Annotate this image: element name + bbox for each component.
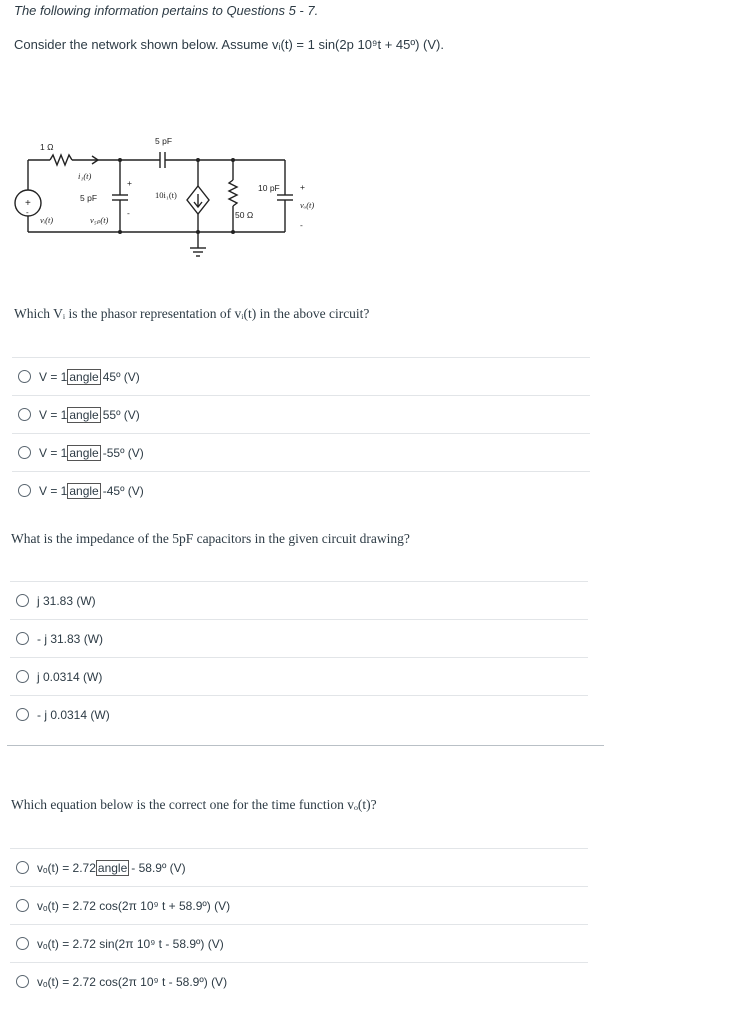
label-c-out: 10 pF <box>258 183 280 193</box>
label-plus-2: + <box>300 182 305 192</box>
q7-options <box>10 848 588 1000</box>
svg-text:+: + <box>25 198 31 209</box>
radio-button[interactable] <box>16 670 29 683</box>
resistor-50ohm <box>229 180 237 206</box>
label-vin: vᵢ(t) <box>40 215 54 225</box>
label-c-shunt: 5 pF <box>80 193 98 203</box>
radio-button[interactable] <box>16 937 29 950</box>
label-r1: 1 Ω <box>40 142 54 152</box>
label-v5p: v₅ₚ(t) <box>90 215 109 225</box>
label-dep-source: 10i₁(t) <box>155 190 177 200</box>
section-divider <box>7 745 604 746</box>
radio-button[interactable] <box>18 484 31 497</box>
q6-options <box>10 581 588 733</box>
resistor-1ohm <box>50 155 72 165</box>
q6-option-1[interactable]: j 31.83 (W) <box>10 581 588 619</box>
q7-option-4[interactable]: vₒ(t) = 2.72 cos(2π 10⁹ t - 58.9º) (V) <box>10 962 588 1000</box>
svg-text:-: - <box>26 208 29 217</box>
radio-button[interactable] <box>16 594 29 607</box>
radio-button[interactable] <box>16 708 29 721</box>
q5-option-2[interactable]: V = 1 angle 55º (V) <box>12 395 590 433</box>
q6-option-4[interactable]: - j 0.0314 (W) <box>10 695 588 733</box>
radio-button[interactable] <box>16 975 29 988</box>
label-minus-2: - <box>300 220 303 230</box>
q5-option-3[interactable]: V = 1 angle -55º (V) <box>12 433 590 471</box>
radio-button[interactable] <box>18 370 31 383</box>
radio-button[interactable] <box>18 446 31 459</box>
q5-prompt: Which Vᵢ is the phasor representation of vᵢ(t) in the above circuit? <box>14 306 370 321</box>
q6-prompt: What is the impedance of the 5pF capacitors in the given circuit drawing? <box>11 531 410 546</box>
q7-option-3[interactable]: vₒ(t) = 2.72 sin(2π 10⁹ t - 58.9º) (V) <box>10 924 588 962</box>
radio-button[interactable] <box>16 861 29 874</box>
intro-heading: The following information pertains to Questions 5 - 7. <box>14 3 319 18</box>
label-vo: vₒ(t) <box>300 200 315 210</box>
q7-option-1[interactable]: vₒ(t) = 2.72 angle - 58.9º (V) <box>10 848 588 886</box>
radio-button[interactable] <box>16 632 29 645</box>
q5-option-4[interactable]: V = 1 angle -45º (V) <box>12 471 590 509</box>
label-r-load: 50 Ω <box>235 210 254 220</box>
label-c-series: 5 pF <box>155 136 173 146</box>
radio-button[interactable] <box>18 408 31 421</box>
radio-button[interactable] <box>16 899 29 912</box>
q6-option-3[interactable]: j 0.0314 (W) <box>10 657 588 695</box>
q7-option-2[interactable]: vₒ(t) = 2.72 cos(2π 10⁹ t + 58.9º) (V) <box>10 886 588 924</box>
label-plus-1: + <box>127 178 132 188</box>
q7-prompt: Which equation below is the correct one for the time function vₒ(t)? <box>11 797 377 812</box>
q5-options <box>12 357 590 509</box>
q5-option-1[interactable]: V = 1 angle 45º (V) <box>12 357 590 395</box>
intro-text: Consider the network shown below. Assume vᵢ(t) = 1 sin(2p 10⁹t + 45º) (V). <box>14 37 445 52</box>
q6-option-2[interactable]: - j 31.83 (W) <box>10 619 588 657</box>
circuit-diagram <box>10 130 320 270</box>
label-minus-1: - <box>127 208 130 218</box>
label-current: i₁(t) <box>78 171 92 181</box>
